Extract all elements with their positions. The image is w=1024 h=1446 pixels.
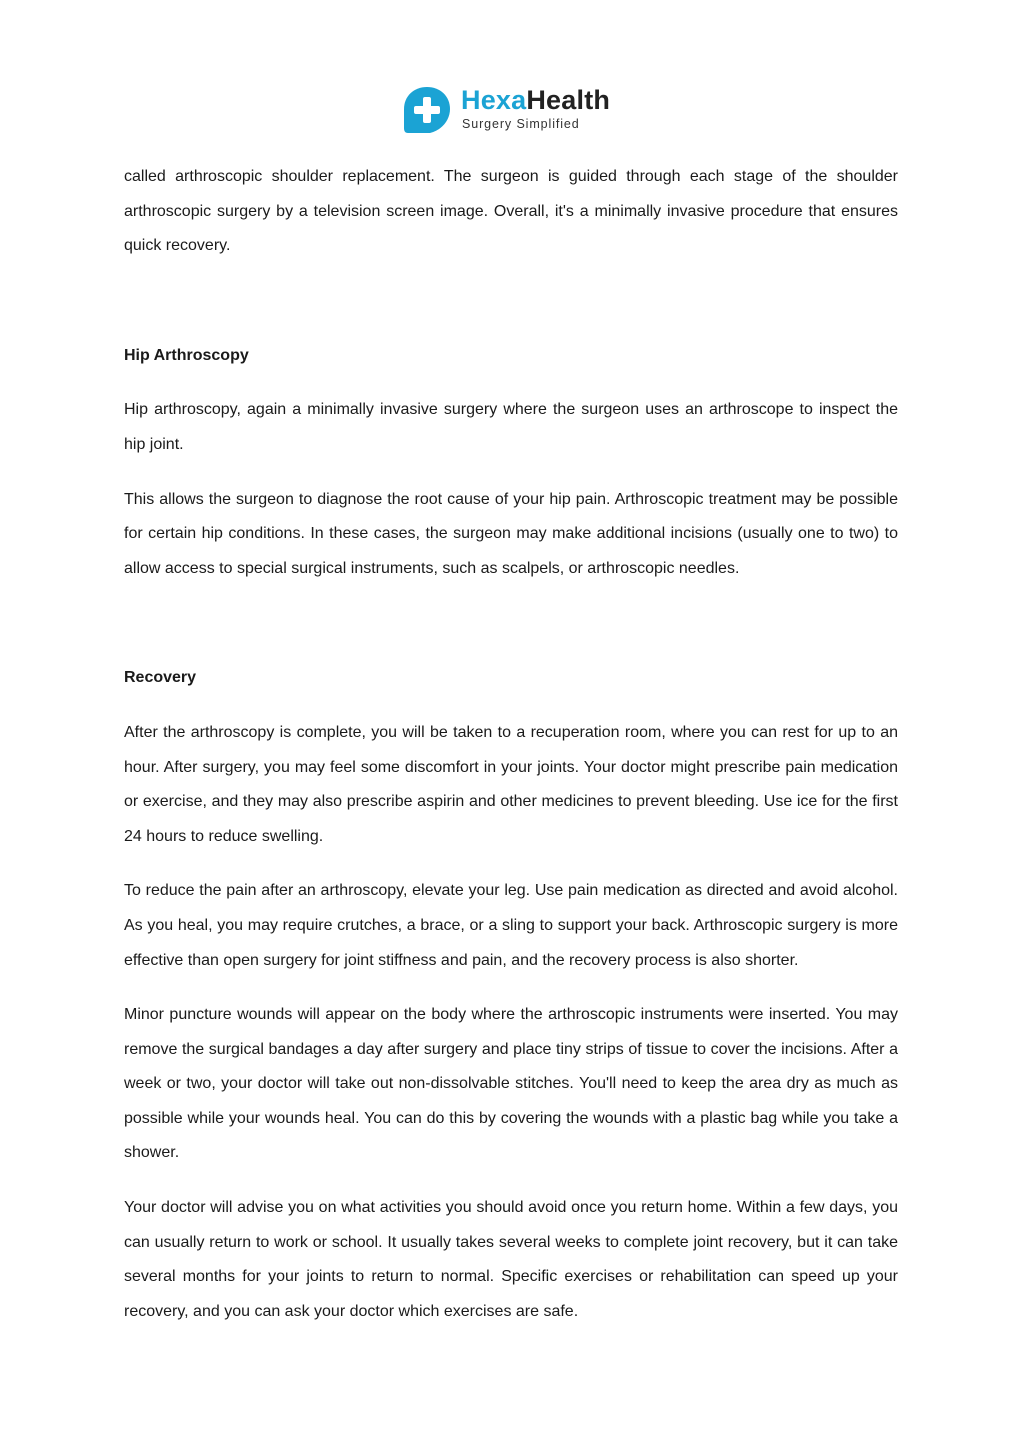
hexahealth-shield-cross-icon	[402, 85, 452, 135]
hip-paragraph-1: Hip arthroscopy, again a minimally invasive surgery where the surgeon uses an arthroscope to inspect the hip joint.	[124, 401, 898, 453]
hip-paragraph-2: This allows the surgeon to diagnose the root cause of your hip pain. Arthroscopic treatment may be possible for certain hip conditions. In these cases, the surgeon may make additional incisions (usually one to two) to allow access to special surgical instruments, such as scalpels, or arthroscopic needles.	[124, 490, 898, 577]
recovery-paragraph-2: To reduce the pain after an arthroscopy, elevate your leg. Use pain medication as directed and avoid alcohol. As you heal, you may require crutches, a brace, or a sling to support your back. Arthroscopic surgery is more effective than open surgery for joint stiffness and pain, and the recovery process is also shorter.	[124, 882, 898, 969]
intro-paragraph: called arthroscopic shoulder replacement. The surgeon is guided through each stage of the shoulder arthroscopic surgery by a television screen image. Overall, it's a minimally invasive procedure that ensures quick recovery.	[124, 168, 898, 255]
document-body	[124, 160, 898, 1329]
page-header	[0, 84, 1024, 136]
recovery-paragraph-3: Minor puncture wounds will appear on the body where the arthroscopic instruments were inserted. You may remove the surgical bandages a day after surgery and place tiny strips of tissue to cover the incisions. After a week or two, your doctor will take out non-dissolvable stitches. You'll need to keep the area dry as much as possible while your wounds heal. You can do this by covering the wounds with a plastic bag while you take a shower.	[124, 1006, 898, 1162]
brand-name-hexa: Hexa	[461, 85, 527, 115]
hip-arthroscopy-heading: Hip Arthroscopy	[124, 346, 249, 364]
recovery-paragraph-1: After the arthroscopy is complete, you will be taken to a recuperation room, where you can rest for up to an hour. After surgery, you may feel some discomfort in your joints. Your doctor might prescribe pain medication or exercise, and they may also prescribe aspirin and other medicines to prevent bleeding. Use ice for the first 24 hours to reduce swelling.	[124, 723, 898, 845]
brand-name-health: Health	[526, 85, 611, 115]
recovery-paragraph-4: Your doctor will advise you on what activities you should avoid once you return home. Within a few days, you can usually return to work or school. It usually takes several weeks to complete joint recovery, but it can take several months for your joints to return to normal. Specific exercises or rehabilitation can speed up your recovery, and you can ask your doctor which exercises are safe.	[124, 1199, 898, 1320]
recovery-heading: Recovery	[124, 669, 197, 687]
brand-tagline: Surgery Simplified	[462, 117, 580, 131]
brand-name	[461, 84, 610, 116]
hexahealth-logo[interactable]	[402, 84, 632, 136]
